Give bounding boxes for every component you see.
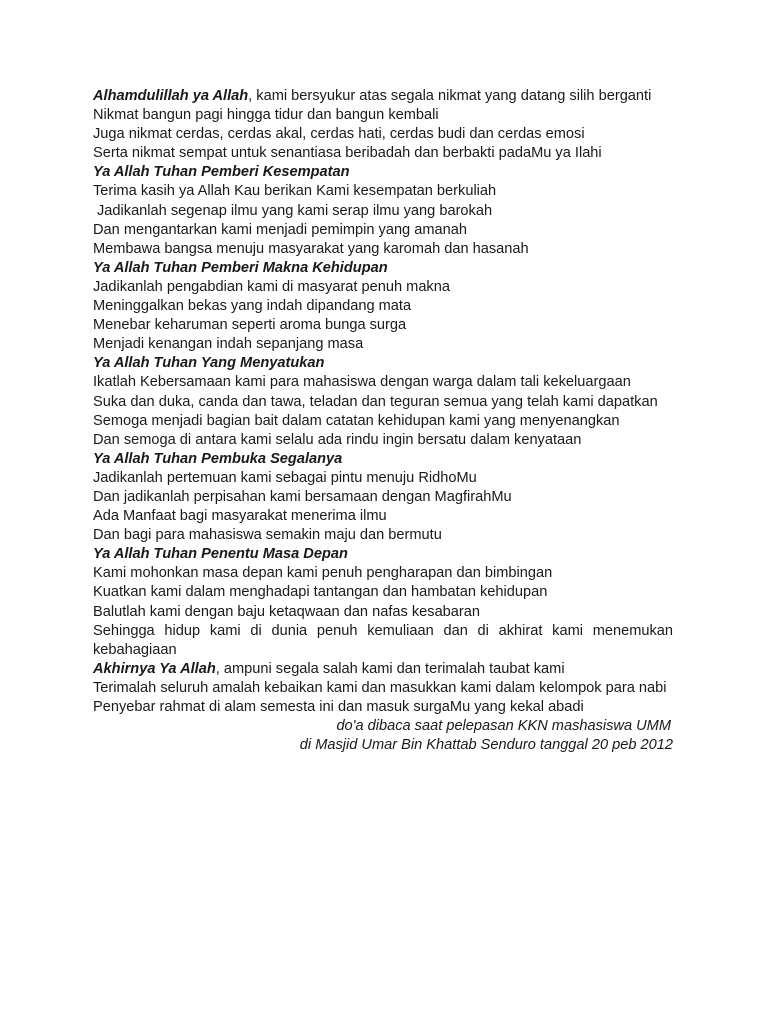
poem-line: Nikmat bangun pagi hingga tidur dan bangun kembali [93,107,439,124]
poem-line: Dan bagi para mahasiswa semakin maju dan bermutu [93,527,442,544]
closing-lead: Akhirnya Ya Allah [93,660,216,677]
poem-line: Jadikanlah pengabdian kami di masyarat penuh makna [93,278,450,295]
footer-place-date: di Masjid Umar Bin Khattab Senduro tanggal 20 peb 2012 [299,737,673,754]
poem-line: Ada Manfaat bagi masyarakat menerima ilmu [93,508,387,525]
section-heading: Ya Allah Tuhan Pembuka Segalanya [93,450,343,467]
poem-line: Meninggalkan bekas yang indah dipandang mata [93,298,412,315]
poem-line: Membawa bangsa menuju masyarakat yang karomah dan hasanah [93,240,529,257]
poem-line: Terima kasih ya Allah Kau berikan Kami kesempatan berkuliah [93,183,497,200]
poem-line: Jadikanlah segenap ilmu yang kami serap ilmu yang barokah [97,202,493,219]
intro-lead: Alhamdulillah ya Allah [93,88,249,104]
document-body [93,87,673,755]
poem-line: Ikatlah Kebersamaan kami para mahasiswa dengan warga dalam tali kekeluargaan [93,374,631,391]
closing-rest: , ampuni segala salah kami dan terimalah taubat kami [215,660,565,677]
poem-line: Terimalah seluruh amalah kebaikan kami dan masukkan kami dalam kelompok para nabi [93,679,667,696]
footer-note: do'a dibaca saat pelepasan KKN mashasiswa UMM [336,718,671,735]
intro-line [93,87,673,106]
poem-line: Sehingga hidup kami di dunia penuh kemuliaan dan di akhirat kami menemukan kebahagiaan [93,622,673,658]
poem-line: Suka dan duka, canda dan tawa, teladan dan teguran semua yang telah kami dapatkan [93,393,658,410]
section-heading: Ya Allah Tuhan Pemberi Kesempatan [93,164,350,181]
poem-line: Dan semoga di antara kami selalu ada rindu ingin bersatu dalam kenyataan [93,431,582,448]
poem-line: Semoga menjadi bagian bait dalam catatan kehidupan kami yang menyenangkan [93,412,620,429]
poem-line: Dan jadikanlah perpisahan kami bersamaan dengan MagfirahMu [93,488,512,505]
section-heading: Ya Allah Tuhan Pemberi Makna Kehidupan [93,259,388,276]
poem-line: Jadikanlah pertemuan kami sebagai pintu menuju RidhoMu [93,469,477,486]
poem-line: Dan mengantarkan kami menjadi pemimpin yang amanah [93,221,467,238]
poem-line: Menjadi kenangan indah sepanjang masa [93,336,364,353]
section-heading: Ya Allah Tuhan Yang Menyatukan [93,355,325,372]
poem-line: Menebar keharuman seperti aroma bunga surga [93,317,407,334]
poem-line: Balutlah kami dengan baju ketaqwaan dan nafas kesabaran [93,603,481,620]
intro-rest: , kami bersyukur atas segala nikmat yang datang silih berganti [248,88,652,104]
poem-line: Juga nikmat cerdas, cerdas akal, cerdas hati, cerdas budi dan cerdas emosi [93,126,585,143]
poem-line: Penyebar rahmat di alam semesta ini dan masuk surgaMu yang kekal abadi [93,699,584,715]
poem-line: Serta nikmat sempat untuk senantiasa beribadah dan berbakti padaMu ya Ilahi [93,145,602,162]
section-heading: Ya Allah Tuhan Penentu Masa Depan [93,546,348,563]
poem-line: Kuatkan kami dalam menghadapi tantangan dan hambatan kehidupan [93,584,548,601]
poem-line: Kami mohonkan masa depan kami penuh pengharapan dan bimbingan [93,565,553,582]
closing-line [93,660,673,679]
